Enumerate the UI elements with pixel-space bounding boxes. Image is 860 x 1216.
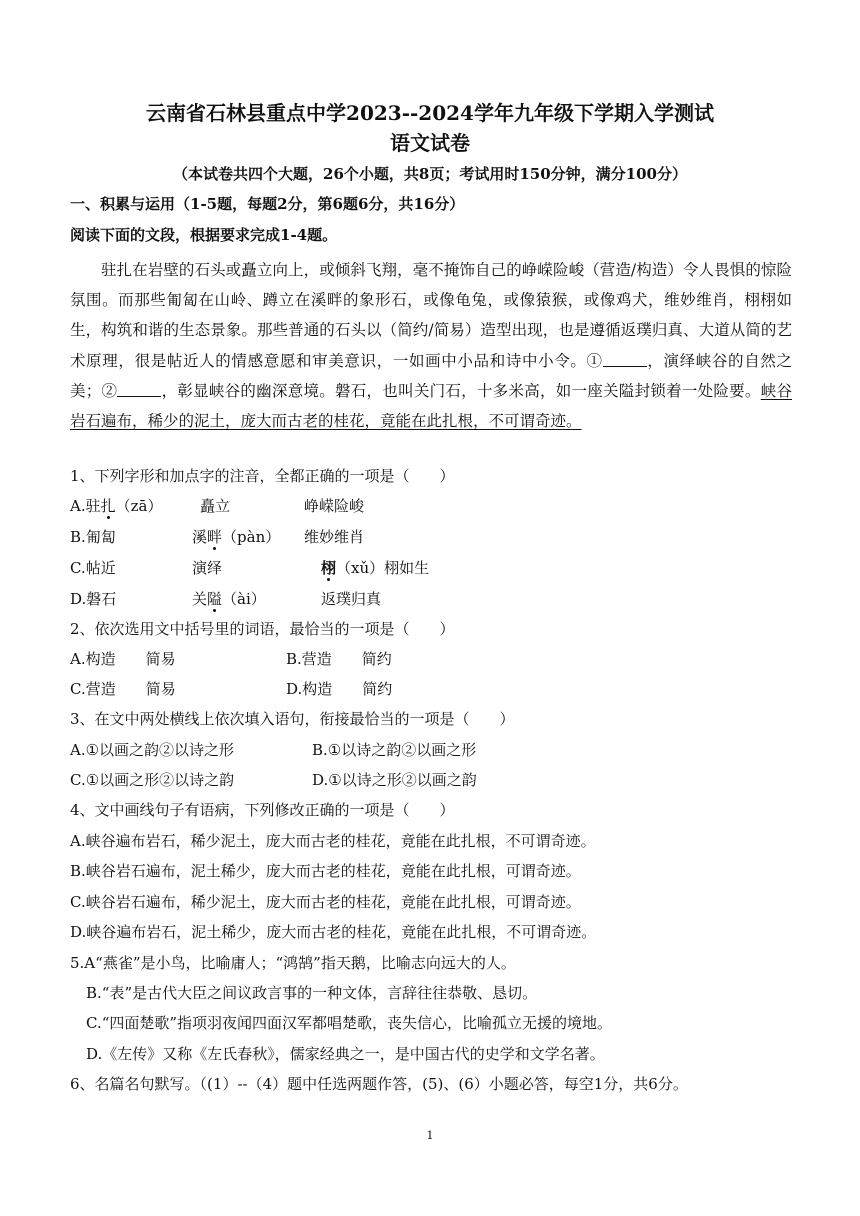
q4-option-b: B.峡谷岩石遍布，泥土稀少，庞大而古老的桂花，竟能在此扎根，可谓奇迹。 bbox=[70, 862, 581, 880]
exam-title: 云南省石林县重点中学2023--2024学年九年级下学期入学测试 bbox=[146, 101, 714, 125]
q4-option-c: C.峡谷岩石遍布，稀少泥土，庞大而古老的桂花，竟能在此扎根，可谓奇迹。 bbox=[70, 893, 581, 911]
question-4-stem: 4、文中画线句子有语病，下列修改正确的一项是（ ） bbox=[70, 801, 455, 819]
page-number: 1 bbox=[426, 1129, 434, 1142]
section-heading: 一、积累与运用（1-5题，每题2分，第6题6分，共16分） bbox=[70, 195, 465, 213]
question-2-stem: 2、依次选用文中括号里的词语，最恰当的一项是（ ） bbox=[70, 620, 455, 638]
question-1-stem: 1、下列字形和加点字的注音，全都正确的一项是（ ） bbox=[70, 467, 455, 485]
exam-page: 云南省石林县重点中学2023--2024学年九年级下学期入学测试 语文试卷 （本试卷共四个大题，26个小题，共8页；考试用时150分钟，满分100分） 一、积累与运用（1-5题，每题2分，第6题6分，共16分） 阅读下面的文段，根据要求完成1-4题。 驻扎在岩壁的石头或矗立向上，或倾斜飞翔，毫不掩饰自己的峥嵘险峻（营造/构造）令人畏惧的惊险氛围。而那些匍匐在山岭、蹲立在溪畔的象形石，或像龟兔，或像猿猴，或像鸡犬，维妙维肖，栩栩如生，构筑和谐的生态景象。那些普通的石头以（简约/简易）造型出现，也是遵循返璞归真、大道从简的艺术原理，很是帖近人的情感意愿和审美意识，一如画中小品和诗中小令。① ，演绎峡谷的自然之美；② ，彰显峡谷的幽深意境。磐石，也叫关门石，十多米高，如一座关隘封锁着一处险要。峡谷岩石遍布，稀少的泥土，庞大而古老的桂花，竟能在此扎根，不可谓奇迹。 1、下列字形和加点字的注音，全都正确的一项是（ ） A.驻扎（zā） 矗立 峥嵘险峻 B.匍匐 溪畔（pàn） 维妙维肖 C.帖近 演绎 栩（xǔ）栩如生 D.磐石 关隘（ài） 返璞归真 2、依次选用文中括号里的词语，最恰当的一项是（ ） A.构造 简易 B.营造 简约 C.营造 简易 D.构造 简约 3、在文中两处横线上依次填入语句，衔接最恰当的一项是（ ） A.①以画之韵②以诗之形 B.①以诗之韵②以画之形 C.①以画之形②以诗之韵 D.①以诗之形②以画之韵 4、文中画线句子有语病，下列修改正确的一项是（ ） A.峡谷遍布岩石，稀少泥土，庞大而古老的桂花，竟能在此扎根，不可谓奇迹。 B.峡谷岩石遍布，泥土稀少，庞大而古老的桂花，竟能在此扎根，可谓奇迹。 C.峡谷岩石遍布，稀少泥土，庞大而古老的桂花，竟能在此扎根，可谓奇迹。 D.峡谷遍布岩石，泥土稀少，庞大而古老的桂花，竟能在此扎根，不可谓奇迹。 5.A“燕雀”是小鸟，比喻庸人；“鸿鹄”指天鹅，比喻志向远大的人。 B.“表”是古代大臣之间议政言事的一种文体，言辞往往恭敬、恳切。 C.“四面楚歌”指项羽夜闻四面汉军都唱楚歌，丧失信心，比喻孤立无援的境地。 D.《左传》又称《左氏春秋》，儒家经典之一，是中国古代的史学和文学名著。 6、名篇名句默写。（(1）--（4）题中任选两题作答，(5)、(6）小题必答，每空1分，共6分。 1 bbox=[0, 0, 860, 1216]
q3-option-b: B.①以诗之韵②以画之形 bbox=[312, 741, 477, 759]
blank-2 bbox=[117, 382, 161, 397]
reading-passage: 驻扎在岩壁的石头或矗立向上，或倾斜飞翔，毫不掩饰自己的峥嵘险峻（营造/构造）令人畏惧的惊险氛围。而那些匍匐在山岭、蹲立在溪畔的象形石，或像龟兔，或像猿猴，或像鸡犬，维妙维肖，栩栩如生，构筑和谐的生态景象。那些普通的石头以（简约/简易）造型出现，也是遵循返璞归真、大道从简的艺术原理，很是帖近人的情感意愿和审美意识，一如画中小品和诗中小令。① ，演绎峡谷的自然之美；② ，彰显峡谷的幽深意境。磐石，也叫关门石，十多米高，如一座关隘封锁着一处险要。峡谷岩石遍布，稀少的泥土，庞大而古老的桂花，竟能在此扎根，不可谓奇迹。 bbox=[70, 261, 792, 431]
blank-1 bbox=[603, 352, 647, 367]
q3-option-c: C.①以画之形②以诗之韵 bbox=[70, 771, 235, 789]
q5-option-c: C.“四面楚歌”指项羽夜闻四面汉军都唱楚歌，丧失信心，比喻孤立无援的境地。 bbox=[86, 1014, 613, 1032]
q2-option-a: A.构造 简易 bbox=[70, 650, 176, 668]
q1-option-b: B.匍匐 bbox=[70, 528, 116, 546]
q2-option-b: B.营造 简约 bbox=[286, 650, 392, 668]
q1-option-a: A.驻扎（zā） bbox=[70, 497, 163, 515]
q3-option-d: D.①以诗之形②以画之韵 bbox=[312, 771, 477, 789]
question-3-stem: 3、在文中两处横线上依次填入语句，衔接最恰当的一项是（ ） bbox=[70, 710, 515, 728]
q5-option-d: D.《左传》又称《左氏春秋》，儒家经典之一，是中国古代的史学和文学名著。 bbox=[86, 1045, 605, 1063]
q3-option-a: A.①以画之韵②以诗之形 bbox=[70, 741, 235, 759]
exam-subtitle: 语文试卷 bbox=[390, 131, 470, 155]
question-6-stem: 6、名篇名句默写。（(1）--（4）题中任选两题作答，(5)、(6）小题必答，每空1分，共6分。 bbox=[70, 1075, 688, 1093]
passage-instruction: 阅读下面的文段，根据要求完成1-4题。 bbox=[70, 226, 338, 244]
q5-option-a: 5.A“燕雀”是小鸟，比喻庸人；“鸿鹄”指天鹅，比喻志向远大的人。 bbox=[70, 954, 516, 972]
q4-option-a: A.峡谷遍布岩石，稀少泥土，庞大而古老的桂花，竟能在此扎根，不可谓奇迹。 bbox=[70, 832, 596, 850]
q5-option-b: B.“表”是古代大臣之间议政言事的一种文体，言辞往往恭敬、恳切。 bbox=[86, 984, 538, 1002]
q2-option-d: D.构造 简约 bbox=[286, 680, 393, 698]
underlined-sentence: 峡谷岩石遍布，稀少的泥土，庞大而古老的桂花，竟能在此扎根，不可谓奇迹。 bbox=[70, 381, 792, 431]
exam-note: （本试卷共四个大题，26个小题，共8页；考试用时150分钟，满分100分） bbox=[173, 165, 687, 183]
q4-option-d: D.峡谷遍布岩石，泥土稀少，庞大而古老的桂花，竟能在此扎根，不可谓奇迹。 bbox=[70, 923, 597, 941]
q1-option-d: D.磐石 bbox=[70, 590, 117, 608]
q2-option-c: C.营造 简易 bbox=[70, 680, 176, 698]
q1-option-c: C.帖近 bbox=[70, 559, 116, 577]
